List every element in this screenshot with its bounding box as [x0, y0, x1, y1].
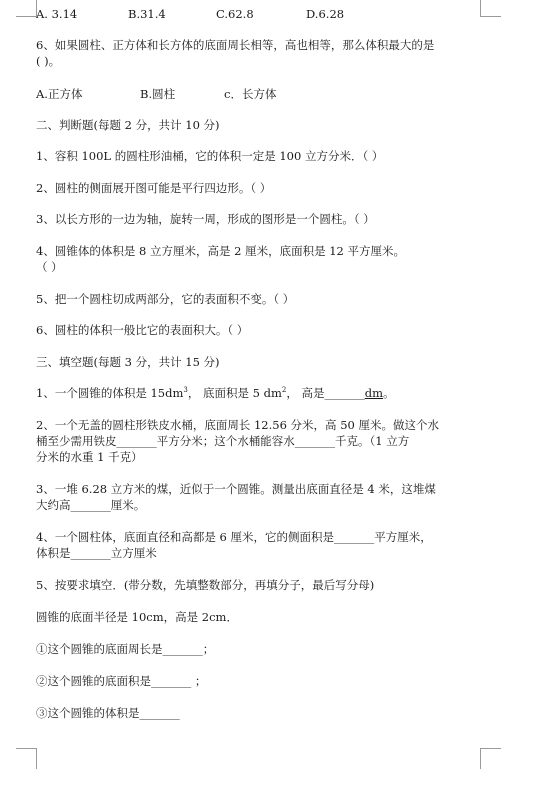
judge-item-4-blank: （ ）	[36, 260, 63, 274]
judge-item-5: 5、把一个圆柱切成两部分，它的表面积不变。（ ）	[36, 292, 295, 306]
fill-item-1-part-c: ， 高是_______	[286, 386, 365, 400]
q6-options	[36, 86, 276, 102]
judge-item-2: 2、圆柱的侧面展开图可能是平行四边形。（ ）	[36, 181, 272, 195]
fill-item-1	[36, 385, 395, 401]
judge-item-6: 6、圆柱的体积一般比它的表面积大。（ ）	[36, 323, 249, 337]
crop-mark-bottom-left	[16, 748, 37, 769]
fill-item-5-sub-2: ②这个圆锥的底面积是_______ ；	[36, 674, 207, 688]
fill-item-2-line-3: 分米的水重 1 千克）	[36, 450, 143, 464]
option-b: B.31.4	[128, 7, 166, 21]
q6-option-c: c．长方体	[224, 87, 277, 101]
option-a: A. 3.14	[36, 7, 78, 21]
fill-item-1-unit: dm	[364, 386, 384, 400]
superscript-2: 2	[281, 386, 287, 395]
prev-question-options	[36, 6, 344, 22]
section2-title: 二、判断题(每题 2 分，共计 10 分)	[36, 118, 220, 132]
superscript-3: 3	[183, 386, 188, 395]
option-d: D.6.28	[306, 7, 345, 21]
crop-mark-bottom-right	[480, 748, 501, 769]
crop-mark-top-right	[480, 0, 501, 17]
fill-item-3-line-1: 3、一堆 6.28 立方米的煤，近似于一个圆锥。测量出底面直径是 4 米，这堆煤	[36, 482, 436, 496]
q6-text: 6、如果圆柱、正方体和长方体的底面周长相等，高也相等，那么体积最大的是	[36, 38, 435, 52]
fill-item-2-line-1: 2、一个无盖的圆柱形铁皮水桶，底面周长 12.56 分米，高 50 厘米。做这个水	[36, 418, 439, 432]
judge-item-1: 1、容积 100L 的圆柱形油桶，它的体积一定是 100 立方分米．（ ）	[36, 149, 384, 163]
judge-item-4: 4、圆锥体的体积是 8 立方厘米，高是 2 厘米，底面积是 12 平方厘米。	[36, 244, 406, 258]
section3-title: 三、填空题(每题 3 分，共计 15 分)	[36, 355, 220, 369]
option-c: C.62.8	[216, 7, 254, 21]
fill-item-4-line-1: 4、一个圆柱体，底面直径和高都是 6 厘米，它的侧面积是_______平方厘米，	[36, 530, 432, 544]
fill-item-3-line-2: 大约高_______厘米。	[36, 498, 146, 512]
crop-mark-top-left	[16, 0, 37, 17]
q6-blank: ( )。	[36, 54, 61, 68]
fill-item-2-line-2: 桶至少需用铁皮_______平方分米；这个水桶能容水_______千克。（1 立方	[36, 434, 410, 448]
q6-option-b: B.圆柱	[140, 87, 176, 101]
fill-item-5-sub-1: ①这个圆锥的底面周长是_______；	[36, 642, 215, 656]
fill-item-1-part-a: 1、一个圆锥的体积是 15dm	[36, 386, 184, 400]
fill-item-5-sub-3: ③这个圆锥的体积是_______	[36, 706, 180, 720]
judge-item-3: 3、以长方形的一边为轴，旋转一周，形成的图形是一个圆柱。（ ）	[36, 212, 375, 226]
fill-item-5-given: 圆锥的底面半径是 10cm，高是 2cm．	[36, 610, 238, 624]
fill-item-1-part-b: ， 底面积是 5 dm	[187, 386, 282, 400]
fill-item-1-end: 。	[383, 386, 395, 400]
fill-item-4-line-2: 体积是_______立方厘米	[36, 546, 157, 560]
q6-option-a: A.正方体	[36, 87, 83, 101]
fill-item-5-title: 5、按要求填空．(带分数，先填整数部分，再填分子，最后写分母)	[36, 578, 375, 592]
